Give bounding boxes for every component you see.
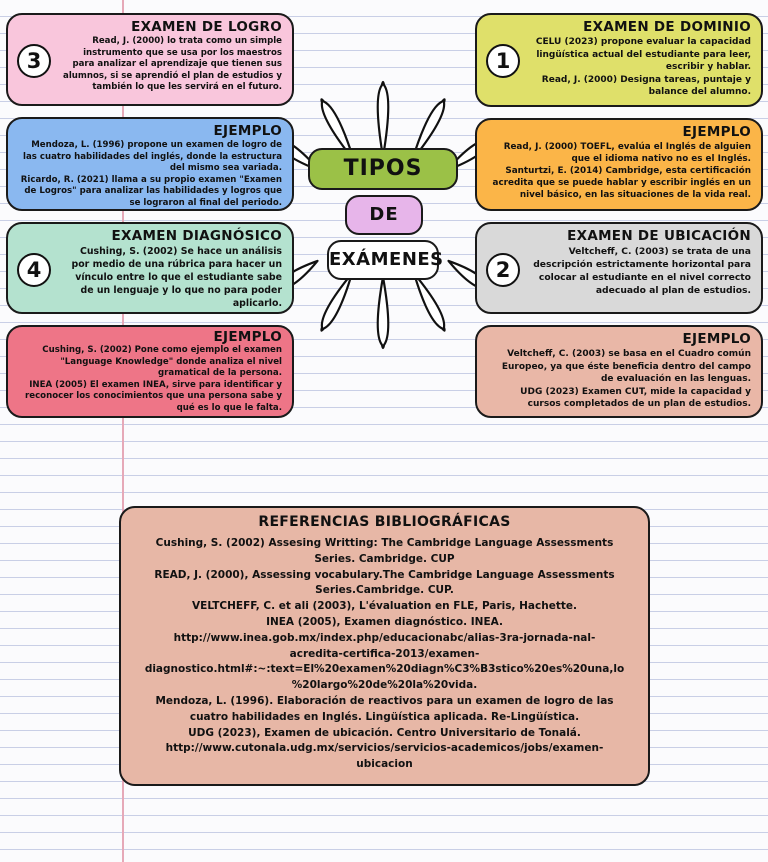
card-body: Veltcheff, C. (2003) se basa en el Cuadro común Europeo, ya que éste beneficia dentro del campo de evaluación en las lenguas. UDG (2023) Examen CUT, mide la capacidad y cursos completados de un plan de estudios. [501, 349, 751, 409]
reference-line: diagnostico.html#:~:text=El%20examen%20diagn%C3%B3stico%20es%20una,lo [144, 663, 625, 676]
reference-line: INEA (2005), Examen diagnóstico. INEA. [266, 615, 503, 628]
card-body: Cushing, S. (2002) Pone como ejemplo el examen "Language Knowledge" donde analiza el nivel gramatical de la persona. INEA (2005) El examen INEA, sirve para identificar y reconocer los conocimientos que una persona sabe y qué es lo que le falta. [25, 345, 282, 413]
card-body: Read, J. (2000) TOEFL, evalúa el Inglés de alguien que el idioma nativo no es el Inglés. Santurtzi, E. (2014) Cambridge, esta certificación acredita que se puede hablar y escribir inglés en un nivel básico, en las situaciones de la vida real. [492, 142, 751, 200]
card-body: Veltcheff, C. (2003) se trata de una descripción estrictamente horizontal para colocar al estudiante en el nivel correcto adecuado al plan de estudios. [533, 246, 751, 296]
card-title: EJEMPLO [682, 124, 751, 140]
card-body: Read, J. (2000) lo trata como un simple instrumento que se usa por los maestros para analizar el aprendizaje que tienen sus alumnos, si se aprendió el plan de estudios y también lo que les servirá en el futuro. [63, 36, 282, 92]
references-title: REFERENCIAS BIBLIOGRÁFICAS [258, 514, 511, 530]
title-de: DE [345, 195, 423, 235]
reference-line: Cushing, S. (2002) Assesing Writting: The Cambridge Language Assessments [155, 537, 614, 549]
reference-line: READ, J. (2000), Assessing vocabulary.The Cambridge Language Assessments [154, 568, 615, 581]
ray-shape [321, 273, 352, 330]
reference-line: VELTCHEFF, C. et ali (2003), L'évaluation en FLE, Paris, Hachette. [192, 600, 577, 613]
reference-line: Mendoza, L. (1996). Elaboración de reactivos para un examen de logro de las [155, 694, 614, 707]
references-box [119, 506, 650, 786]
title-tipos: TIPOS [308, 148, 458, 190]
card-ubicacion-ejemplo [475, 325, 763, 418]
number-badge: 3 [17, 44, 51, 78]
card-logro-ejemplo [6, 117, 294, 211]
reference-line: UDG (2023), Examen de ubicación. Centro Universitario de Tonalá. [188, 726, 581, 739]
card-body: CELU (2023) propone evaluar la capacidad lingüística actual del estudiante para leer, escribir y hablar. Read, J. (2000) Designa tareas, puntaje y balance del alumno. [535, 37, 751, 97]
card-title: EXAMEN DE UBICACIÓN [567, 228, 751, 244]
ray-shape [414, 273, 445, 330]
ray-shape [378, 82, 389, 157]
card-examen-de-dominio [475, 13, 763, 107]
card-examen-diagnostico [6, 222, 294, 314]
number-badge: 2 [486, 253, 520, 287]
reference-line: http://www.inea.gob.mx/index.php/educacionabc/alias-3ra-jornada-nal- [173, 631, 596, 644]
reference-line: cuatro habilidades en Inglés. Lingüística aplicada. Re-Lingüística. [189, 710, 580, 723]
card-title: EJEMPLO [682, 331, 751, 347]
reference-line: %20largo%20de%20la%20vida. [291, 679, 478, 692]
references-list [139, 536, 630, 773]
card-dominio-ejemplo [475, 118, 763, 211]
reference-line: ubicacion [356, 758, 413, 771]
number-badge: 1 [486, 44, 520, 78]
reference-line: acredita-certifica-2013/examen- [289, 647, 480, 660]
card-title: EXAMEN DIAGNÓSICO [111, 228, 282, 244]
card-examen-de-logro [6, 13, 294, 106]
card-title: EJEMPLO [213, 329, 282, 345]
card-title: EJEMPLO [213, 123, 282, 139]
card-diagnostico-ejemplo [6, 325, 294, 418]
reference-line: Series. Cambridge. CUP [314, 552, 455, 565]
card-body: Cushing, S. (2002) Se hace un análisis por medio de una rúbrica para hacer un vínculo entre lo que el estudiante sabe de un lenguaje y lo que no para poder aplicarlo. [71, 246, 282, 309]
card-title: EXAMEN DE DOMINIO [583, 19, 751, 35]
reference-line: http://www.cutonala.udg.mx/servicios/servicios-academicos/jobs/examen- [165, 742, 604, 755]
card-title: EXAMEN DE LOGRO [131, 19, 282, 35]
card-examen-de-ubicacion [475, 222, 763, 314]
ray-shape [378, 277, 389, 348]
card-body: Mendoza, L. (1996) propone un examen de logro de las cuatro habilidades del inglés, donde la estructura del mismo sea variada. Ricardo, R. (2021) llama a su propio examen "Examen de Logros" para analizar las habilidades y logros que se lograron al final del periodo. [20, 140, 282, 208]
reference-line: Series.Cambridge. CUP. [315, 584, 454, 597]
number-badge: 4 [17, 253, 51, 287]
title-examenes: EXÁMENES [327, 240, 439, 280]
